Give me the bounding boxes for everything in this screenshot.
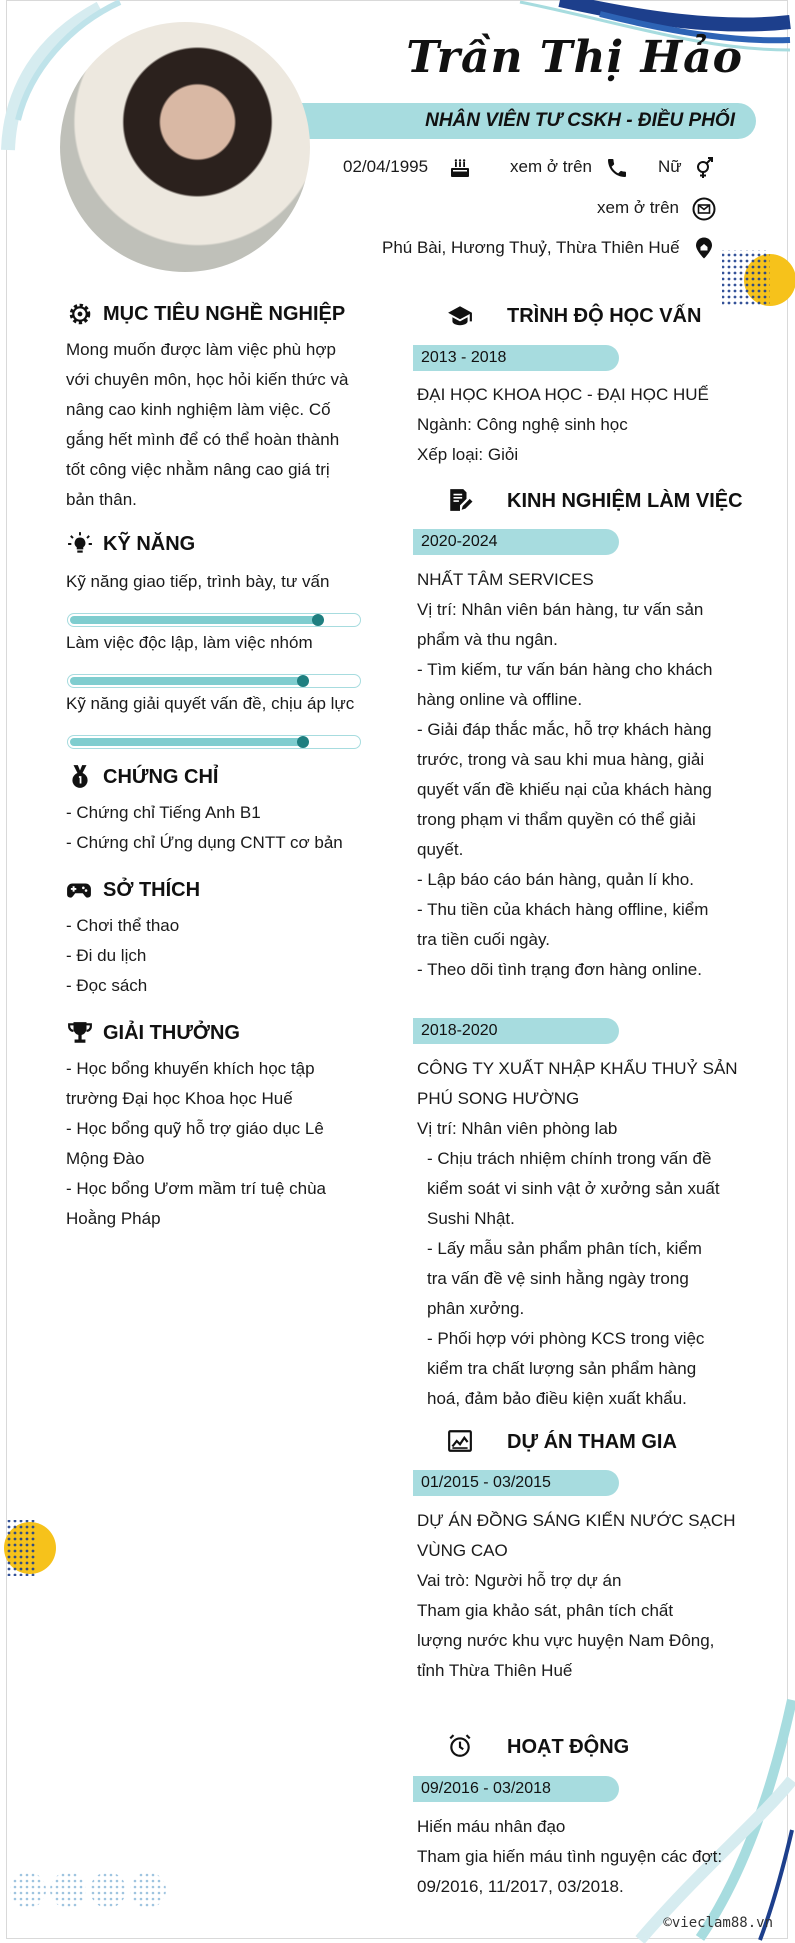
text-line: tỉnh Thừa Thiên Huế xyxy=(417,1661,573,1680)
text-line: - Thu tiền của khách hàng offline, kiểm xyxy=(417,900,709,919)
text-line: Sushi Nhật. xyxy=(427,1209,515,1228)
gender-icon xyxy=(693,156,717,180)
job-title: NHÂN VIÊN TƯ CSKH - ĐIỀU PHỐI xyxy=(425,110,735,131)
skills-title: KỸ NĂNG xyxy=(103,533,196,555)
text-line: tra vấn đề vệ sinh hằng ngày trong xyxy=(427,1269,689,1288)
skill-bar-knob xyxy=(297,675,309,687)
text-line: Hoằng Pháp xyxy=(66,1209,161,1228)
education-details xyxy=(417,380,709,470)
phone-icon xyxy=(605,156,629,180)
activities-title: HOẠT ĐỘNG xyxy=(507,1736,630,1758)
text-line: Tham gia khảo sát, phân tích chất xyxy=(417,1601,674,1620)
text-line: Ngành: Công nghệ sinh học xyxy=(417,415,628,434)
education-period: 2013 - 2018 xyxy=(413,345,619,371)
text-line: NHẤT TÂM SERVICES xyxy=(417,570,594,589)
text-line: - Phối hợp với phòng KCS trong việc xyxy=(427,1329,705,1348)
job-period: 2018-2020 xyxy=(413,1018,619,1044)
text-line: Mong muốn được làm việc phù hợp xyxy=(66,340,336,359)
text-line: với chuyên môn, học hỏi kiến thức và xyxy=(66,370,349,389)
project-details xyxy=(417,1506,735,1686)
text-line: tốt công việc nhằm nâng cao giá trị xyxy=(66,460,330,479)
email-text: xem ở trên xyxy=(597,198,680,217)
text-line: gắng hết mình để có thể hoàn thành xyxy=(66,430,340,449)
email-icon xyxy=(692,197,716,221)
text-line: lượng nước khu vực huyện Nam Đông, xyxy=(417,1631,715,1650)
graduation-cap-icon xyxy=(447,303,473,329)
text-line: ĐẠI HỌC KHOA HỌC - ĐẠI HỌC HUẾ xyxy=(417,385,709,404)
text-line: quyết vấn đề khiếu nại của khách hàng xyxy=(417,780,712,799)
gamepad-icon xyxy=(66,877,92,903)
text-line: - Tìm kiếm, tư vấn bán hàng cho khách xyxy=(417,660,713,679)
birthdate-text: 02/04/1995 xyxy=(343,157,429,176)
awards-title: GIẢI THƯỞNG xyxy=(103,1022,240,1044)
text-line: - Học bổng Ươm mầm trí tuệ chùa xyxy=(66,1179,326,1198)
job-details xyxy=(417,1054,738,1414)
text-line: quyết. xyxy=(417,840,464,859)
text-line: - Lập báo cáo bán hàng, quản lí kho. xyxy=(417,870,694,889)
text-line: Hiến máu nhân đạo xyxy=(417,1817,566,1836)
skill-bar xyxy=(67,735,361,749)
text-line: trước, trong và sau khi mua hàng, giải xyxy=(417,750,705,769)
text-line: - Lấy mẫu sản phẩm phân tích, kiểm xyxy=(427,1239,702,1258)
job-period: 2020-2024 xyxy=(413,529,619,555)
text-line: CÔNG TY XUẤT NHẬP KHẨU THUỶ SẢN xyxy=(417,1059,738,1078)
text-line: Xếp loại: Giỏi xyxy=(417,445,519,464)
trophy-icon xyxy=(67,1020,93,1046)
text-line: trong phạm vi thẩm quyền có thể giải xyxy=(417,810,696,829)
skill-bar-fill xyxy=(70,738,303,746)
skill-bar-fill xyxy=(70,677,303,685)
skill-bar-knob xyxy=(297,736,309,748)
experience-title: KINH NGHIỆM LÀM VIỆC xyxy=(507,490,743,512)
skill-bar-fill xyxy=(70,616,318,624)
cake-icon xyxy=(448,156,472,180)
text-line: - Học bổng quỹ hỗ trợ giáo dục Lê xyxy=(66,1119,324,1138)
education-title: TRÌNH ĐỘ HỌC VẤN xyxy=(507,305,702,327)
gear-icon xyxy=(67,301,93,327)
text-line: bản thân. xyxy=(66,490,137,509)
text-line: - Giải đáp thắc mắc, hỗ trợ khách hàng xyxy=(417,720,712,739)
text-line: - Học bổng khuyến khích học tập xyxy=(66,1059,315,1078)
list-item: - Chứng chỉ Tiếng Anh B1 xyxy=(66,803,261,822)
awards-list xyxy=(66,1054,326,1234)
list-item: - Đi du lịch xyxy=(66,946,147,965)
text-line: kiểm soát vi sinh vật ở xưởng sản xuất xyxy=(427,1179,720,1198)
text-line: Vị trí: Nhân viên phòng lab xyxy=(417,1119,618,1138)
text-line: hàng online và offline. xyxy=(417,690,583,709)
list-item: - Chơi thể thao xyxy=(66,916,180,935)
job-details xyxy=(417,565,713,985)
text-line: 09/2016, 11/2017, 03/2018. xyxy=(417,1877,624,1896)
skill-label: Làm việc độc lập, làm việc nhóm xyxy=(66,633,313,652)
certificates-title: CHỨNG CHỈ xyxy=(103,766,219,788)
project-period: 01/2015 - 03/2015 xyxy=(413,1470,619,1496)
text-line: phân xưởng. xyxy=(427,1299,525,1318)
text-line: Mộng Đào xyxy=(66,1149,145,1168)
text-line: phẩm và thu ngân. xyxy=(417,630,558,649)
text-line: - Theo dõi tình trạng đơn hàng online. xyxy=(417,960,702,979)
certificates-list xyxy=(66,798,343,858)
text-line: PHÚ SONG HƯỜNG xyxy=(417,1089,580,1108)
edit-document-icon xyxy=(447,487,473,513)
text-line: trường Đại học Khoa học Huế xyxy=(66,1089,293,1108)
job-duties xyxy=(417,1144,738,1414)
activity-period: 09/2016 - 03/2018 xyxy=(413,1776,619,1802)
projects-title: DỰ ÁN THAM GIA xyxy=(507,1431,677,1453)
skill-bar-knob xyxy=(312,614,324,626)
hobbies-list xyxy=(66,911,179,1001)
hobbies-title: SỞ THÍCH xyxy=(103,879,201,901)
objective-text xyxy=(66,335,348,515)
address-text: Phú Bài, Hương Thuỷ, Thừa Thiên Huế xyxy=(382,238,680,257)
text-line: Vai trò: Người hỗ trợ dự án xyxy=(417,1571,622,1590)
text-line: nâng cao kinh nghiệm làm việc. Cố xyxy=(66,400,331,419)
list-item: - Chứng chỉ Ứng dụng CNTT cơ bản xyxy=(66,833,343,852)
objective-title: MỤC TIÊU NGHỀ NGHIỆP xyxy=(103,303,346,325)
lightbulb-icon xyxy=(67,531,93,557)
skill-bar xyxy=(67,674,361,688)
alarm-clock-icon xyxy=(447,1733,473,1759)
text-line: Tham gia hiến máu tình nguyện các đợt: xyxy=(417,1847,723,1866)
watermark: ©vieclam88.vn xyxy=(663,1915,773,1931)
text-line: VÙNG CAO xyxy=(417,1541,508,1560)
medal-icon xyxy=(67,764,93,790)
text-line: Vị trí: Nhân viên bán hàng, tư vấn sản xyxy=(417,600,704,619)
activity-details xyxy=(417,1812,722,1902)
text-line: DỰ ÁN ĐỒNG SÁNG KIẾN NƯỚC SẠCH xyxy=(417,1511,736,1530)
chart-board-icon xyxy=(447,1428,473,1454)
profile-photo xyxy=(60,22,310,272)
text-line: hoá, đảm bảo điều kiện xuất khẩu. xyxy=(427,1389,687,1408)
text-line: tra tiền cuối ngày. xyxy=(417,930,550,949)
skill-label: Kỹ năng giao tiếp, trình bày, tư vấn xyxy=(66,572,330,591)
phone-text: xem ở trên xyxy=(510,157,593,176)
location-pin-icon xyxy=(692,236,716,260)
text-line: kiểm tra chất lượng sản phẩm hàng xyxy=(427,1359,697,1378)
gender-text: Nữ xyxy=(658,157,682,176)
text-line: - Chịu trách nhiệm chính trong vấn đề xyxy=(427,1149,712,1168)
skill-bar xyxy=(67,613,361,627)
skill-label: Kỹ năng giải quyết vấn đề, chịu áp lực xyxy=(66,694,355,713)
list-item: - Đọc sách xyxy=(66,976,148,995)
candidate-name: Trần Thị Hảo xyxy=(406,32,743,83)
